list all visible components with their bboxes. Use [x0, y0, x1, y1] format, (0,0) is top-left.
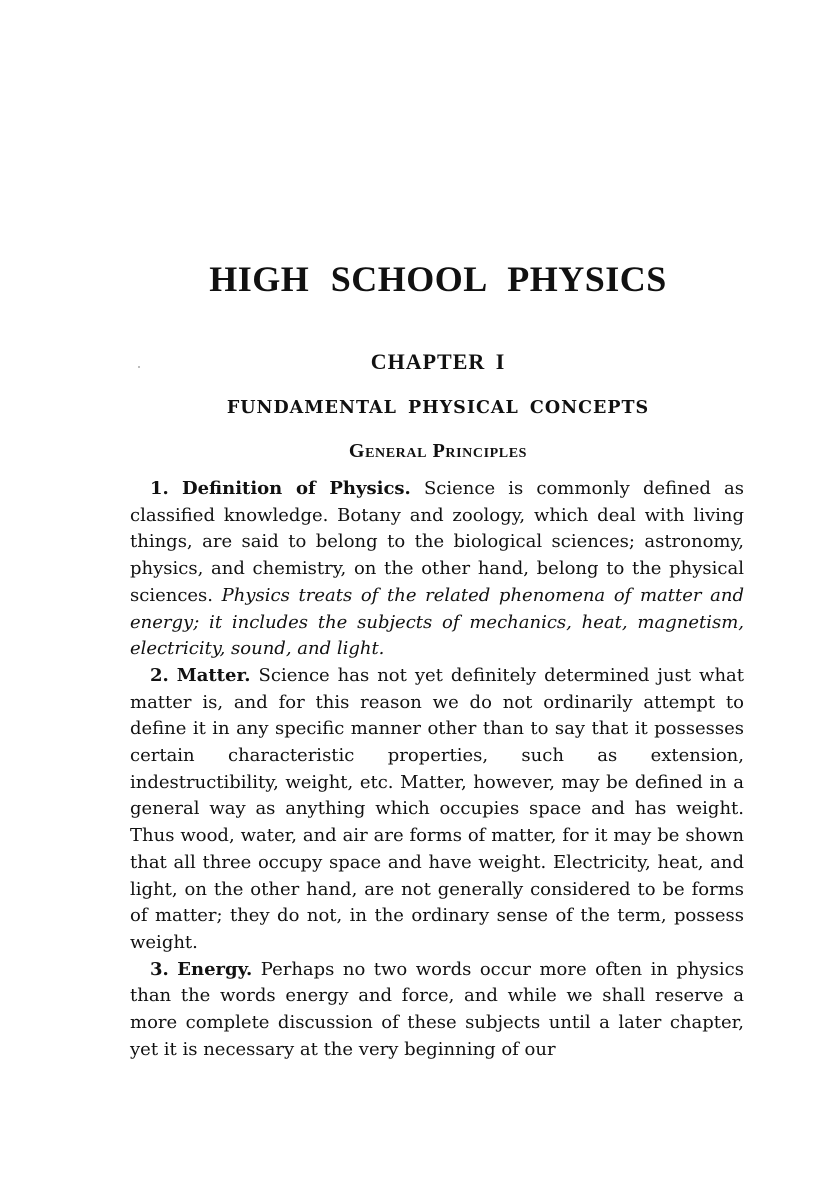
- chapter-number: CHAPTER I: [370, 349, 506, 374]
- paragraph-text: Perhaps no two words occur more often in physics than the words energy and force, and while we shall reserve a more complete discussion of these subjects until a later chapter, yet it is necessary at the very beginning of our: [130, 958, 744, 1060]
- paragraph-italic-text: Physics treats of the related phenomena of matter and energy; it includes the subjects of mechanics, heat, magnetism, electricity, sound, and light.: [130, 584, 744, 660]
- paragraph-2: [130, 663, 744, 957]
- paragraph-heading: Energy.: [177, 958, 253, 980]
- paragraph-1: [130, 476, 744, 663]
- chapter-title: FUNDAMENTAL PHYSICAL CONCEPTS: [226, 398, 650, 418]
- paragraph-heading: Matter.: [176, 664, 251, 686]
- body-text: [130, 476, 744, 1063]
- paragraph-number: 2.: [150, 664, 169, 686]
- paragraph-number: 1.: [150, 478, 169, 499]
- paragraph-text: Science has not yet definitely determined just what matter is, and for this reason we do not ordinarily attempt to define it in any specific manner other than to say that it possesses certain characteristic properties, such as extension, indestructibility, weight, etc. Matter, however, may be defined in a general way as anything which occupies space and has weight. Thus wood, water, and air are forms of matter, for it may be shown that all three occupy space and have weight. Electricity, heat, and light, on the other hand, are not generally considered to be forms of matter; they do not, in the ordinary sense of the term, possess weight.: [130, 664, 744, 953]
- paragraph-text: Science is commonly defined as classified knowledge. Botany and zoology, which deal with living things, are said to belong to the biological sciences; astronomy, physics, and chemistry, on the other hand, belong to the physical sciences.: [130, 478, 745, 606]
- paragraph-heading: Definition of Physics.: [181, 478, 411, 499]
- book-title: HIGH SCHOOL PHYSICS: [209, 259, 667, 299]
- paragraph-3: [130, 957, 744, 1064]
- paragraph-number: 3.: [150, 958, 169, 980]
- section-heading: General Principles: [348, 440, 528, 462]
